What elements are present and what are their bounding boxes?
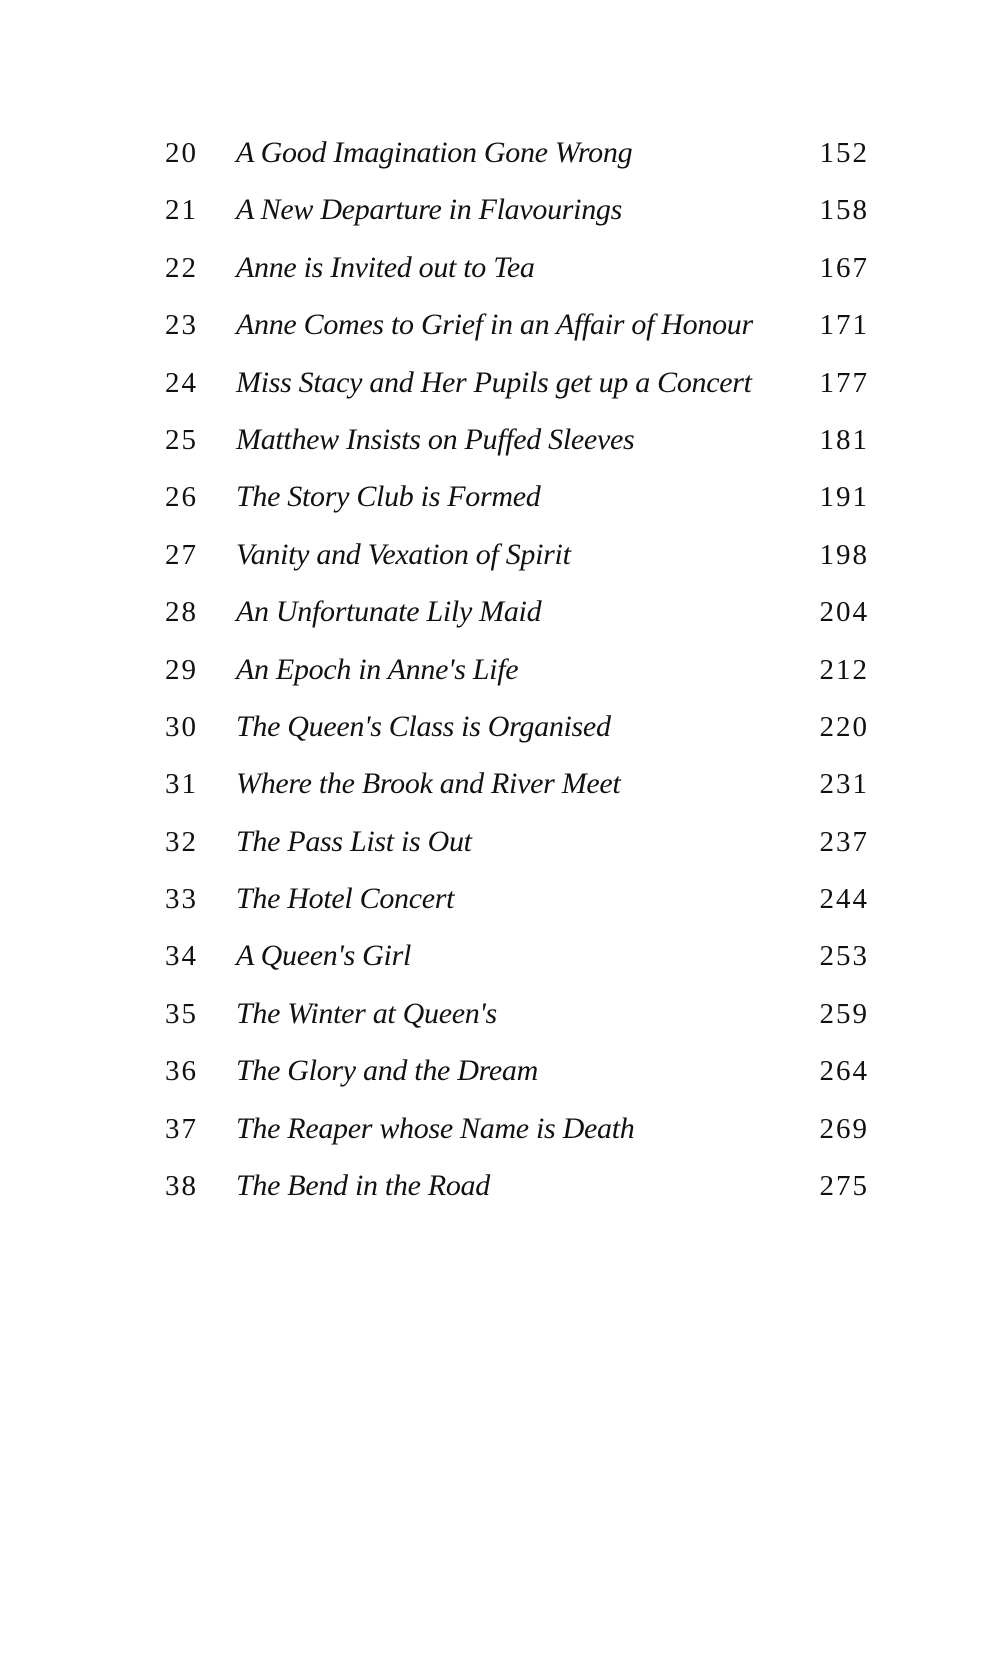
chapter-title: Matthew Insists on Puffed Sleeves <box>236 422 635 456</box>
page-number: 275 <box>819 1170 869 1203</box>
toc-entry <box>0 184 1000 241</box>
page-number: 191 <box>819 481 869 514</box>
page-number: 152 <box>819 137 869 169</box>
page-number: 259 <box>819 997 869 1030</box>
toc-entry <box>0 127 1000 184</box>
chapter-title: The Story Club is Formed <box>236 480 541 514</box>
toc-entry <box>0 930 1000 987</box>
chapter-title: Where the Brook and River Meet <box>236 767 621 801</box>
toc-entry <box>0 1045 1000 1102</box>
chapter-title: Anne Comes to Grief in an Affair of Honour <box>236 308 753 342</box>
chapter-title: An Unfortunate Lily Maid <box>236 595 542 629</box>
chapter-number: 28 <box>165 596 198 629</box>
toc-entry <box>0 299 1000 356</box>
chapter-title: A New Departure in Flavourings <box>236 193 622 227</box>
chapter-title: The Queen's Class is Organised <box>236 709 611 743</box>
chapter-number: 33 <box>165 883 198 916</box>
chapter-title: A Good Imagination Gone Wrong <box>236 136 633 169</box>
page-number: 220 <box>819 710 869 743</box>
chapter-title: The Pass List is Out <box>236 824 472 858</box>
toc-entry <box>0 816 1000 873</box>
toc-entry <box>0 1103 1000 1160</box>
toc-entry <box>0 873 1000 930</box>
chapter-title: The Hotel Concert <box>236 882 455 916</box>
table-of-contents <box>0 127 1000 1217</box>
chapter-title: Anne is Invited out to Tea <box>236 250 535 284</box>
chapter-number: 27 <box>165 538 198 571</box>
chapter-number: 29 <box>165 653 198 686</box>
toc-entry <box>0 357 1000 414</box>
toc-entry <box>0 1160 1000 1217</box>
chapter-number: 31 <box>165 768 198 801</box>
chapter-number: 32 <box>165 825 198 858</box>
chapter-title: An Epoch in Anne's Life <box>236 652 519 686</box>
chapter-number: 34 <box>165 940 198 973</box>
chapter-number: 37 <box>165 1112 198 1145</box>
toc-entry <box>0 242 1000 299</box>
page-number: 158 <box>819 194 869 227</box>
chapter-title: The Reaper whose Name is Death <box>236 1111 635 1145</box>
chapter-title: Miss Stacy and Her Pupils get up a Concert <box>236 365 752 399</box>
chapter-number: 26 <box>165 481 198 514</box>
toc-entry <box>0 414 1000 471</box>
page-number: 269 <box>819 1112 869 1145</box>
chapter-number: 38 <box>165 1170 198 1203</box>
page-number: 181 <box>819 423 869 456</box>
chapter-title: The Bend in the Road <box>236 1169 490 1203</box>
chapter-number: 22 <box>165 251 198 284</box>
page-number: 264 <box>819 1055 869 1088</box>
page-number: 177 <box>819 366 869 399</box>
chapter-title: A Queen's Girl <box>236 939 411 973</box>
toc-entry <box>0 586 1000 643</box>
page-number: 212 <box>819 653 869 686</box>
page-number: 244 <box>819 883 869 916</box>
toc-entry <box>0 758 1000 815</box>
chapter-number: 35 <box>165 997 198 1030</box>
chapter-title: The Winter at Queen's <box>236 996 497 1030</box>
chapter-number: 25 <box>165 423 198 456</box>
toc-entry <box>0 701 1000 758</box>
chapter-title: The Glory and the Dream <box>236 1054 538 1088</box>
chapter-title: Vanity and Vexation of Spirit <box>236 537 571 571</box>
toc-entry <box>0 529 1000 586</box>
toc-entry <box>0 988 1000 1045</box>
chapter-number: 20 <box>165 137 198 169</box>
page-number: 237 <box>819 825 869 858</box>
chapter-number: 30 <box>165 710 198 743</box>
chapter-number: 23 <box>165 309 198 342</box>
chapter-number: 36 <box>165 1055 198 1088</box>
chapter-number: 21 <box>165 194 198 227</box>
page-number: 231 <box>819 768 869 801</box>
page-number: 253 <box>819 940 869 973</box>
page-number: 204 <box>819 596 869 629</box>
toc-entry <box>0 644 1000 701</box>
chapter-number: 24 <box>165 366 198 399</box>
page-number: 167 <box>819 251 869 284</box>
toc-entry <box>0 471 1000 528</box>
page-number: 171 <box>819 309 869 342</box>
page-number: 198 <box>819 538 869 571</box>
